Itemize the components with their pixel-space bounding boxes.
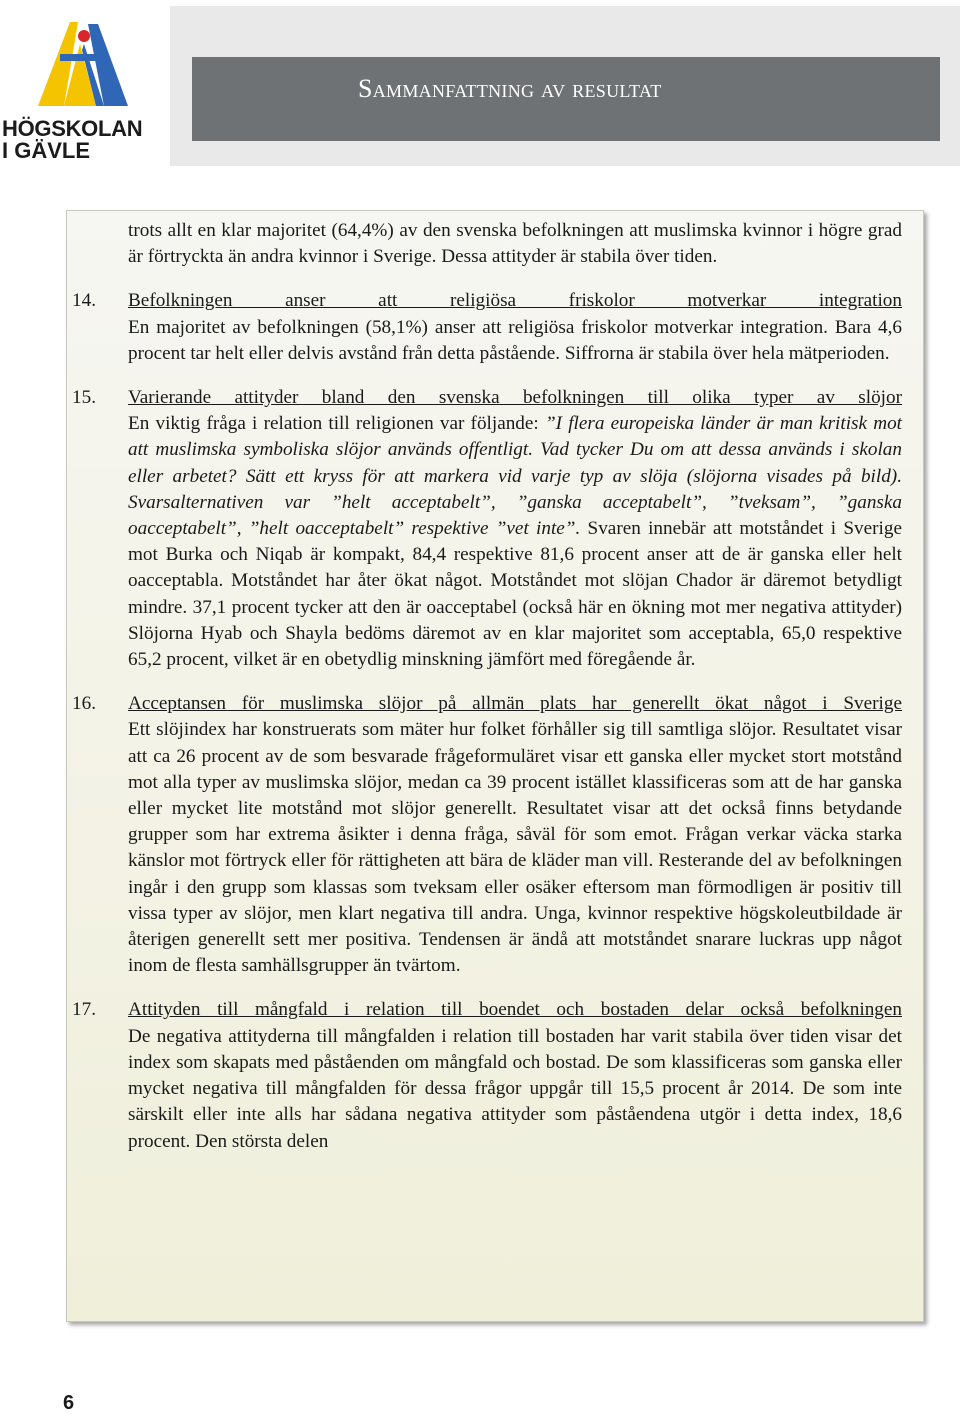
section-15 xyxy=(72,385,902,673)
university-logo xyxy=(0,14,160,164)
section-heading: Acceptansen för muslimska slöjor på allmän plats har generellt ökat något i Sverige xyxy=(128,693,902,715)
logo-emblem-icon xyxy=(0,14,160,114)
section-heading: Varierande attityder bland den svenska befolkningen till olika typer av slöjor xyxy=(128,387,902,409)
section-number: 16. xyxy=(72,693,96,715)
section-body-rest: Svaren innebär att motståndet i Sverige mot Burka och Niqab är kompakt, 84,4 respektive 81,6 procent anser att de är ganska eller helt oacceptabla. Motståndet har åter ökat något. Motståndet mot slöjan Chador är däremot betydligt mindre. 37,1 procent tycker att den är oacceptabel (också här en ökning mot mer negativa attityder) Slöjorna Hyab och Shayla bedöms däremot av en klar majoritet som acceptabla, 65,0 respektive 65,2 procent, vilket är en obetydlig minskning jämfört med föregående år. xyxy=(128,518,902,671)
section-16 xyxy=(72,691,902,979)
section-heading: Befolkningen anser att religiösa friskolor motverkar integration xyxy=(128,290,902,312)
section-body: De negativa attityderna till mångfalden i relation till bostaden har varit stabila över tiden visar det index som skapats med påståenden om mångfald och bostad. De som klassificeras som ganska eller mycket negativa till mångfalden för dessa frågor uppgår till 15,5 procent år 2014. De som inte särskilt eller inte alls har sådana negativa attityder som påståendena utgör i detta index, 18,6 procent. Den största delen xyxy=(128,1025,902,1152)
section-heading: Attityden till mångfald i relation till boendet och bostaden delar också befolkningen xyxy=(128,999,902,1021)
section-number: 15. xyxy=(72,387,96,409)
section-body xyxy=(128,411,902,673)
section-17 xyxy=(72,997,902,1154)
logo-name-line1: HÖGSKOLAN xyxy=(2,116,143,141)
section-body: En majoritet av befolkningen (58,1%) anser att religiösa friskolor motverkar integration. Bara 4,6 procent tar helt eller delvis avstånd från detta påstående. Siffrorna är stabila över hela mätperioden. xyxy=(128,316,902,364)
section-body: Ett slöjindex har konstruerats som mäter hur folket förhåller sig till samtliga slöjor. Resultatet visar att ca 26 procent av de som besvarade frågeformuläret visar ett ganska eller mycket stort motstånd mot alla typer av muslimska slöjor, medan ca 39 procent istället klassificeras som att de har ganska eller mycket lite motstånd mot slöjor generellt. Resultatet visar att det också finns betydande grupper som har extrema åsikter i denna fråga, såväl för som emot. Frågan verkar väcka starka känslor mot förtryck eller för rättigheten att bära de kläder man vill. Resterande del av befolkningen ingår i den grupp som klassas som tveksam eller osäker eftersom man förmodligen är positiv till vissa typer av slöjor, men klart negativa till andra. Unga, kvinnor respektive högskoleutbildade är återigen generellt sett mer positiva. Tendensen är ändå att motståndet snarare luckras upp något inom de flesta samhällsgrupper än tvärtom. xyxy=(128,719,902,977)
section-number: 14. xyxy=(72,290,96,312)
logo-name-line2: I GÄVLE xyxy=(2,138,91,163)
section-14 xyxy=(72,288,902,367)
survey-question-quote: ”I flera europeiska länder är man kritisk mot att muslimska symboliska slöjor används offentligt. Vad tycker Du om att dessa används i skolan eller arbetet? Sätt ett kryss för att markera vid varje typ av slöja (slöjorna visades på bild). Svarsalternativen var ”helt acceptabelt”, ”ganska acceptabelt”, ”tveksam”, ”ganska oacceptabelt”, ”helt oacceptabelt” respektive ”vet inte”. xyxy=(128,413,902,540)
section-number: 17. xyxy=(72,999,96,1021)
section-body-intro: En viktig fråga i relation till religionen var följande: xyxy=(128,413,545,435)
document-body xyxy=(72,218,902,1155)
intro-paragraph: trots allt en klar majoritet (64,4%) av den svenska befolkningen att muslimska kvinnor i högre grad är förtryckta än andra kvinnor i Sverige. Dessa attityder är stabila över tiden. xyxy=(128,220,902,268)
page-title: Sammanfattning av resultat xyxy=(358,74,662,103)
page-number: 6 xyxy=(63,1392,75,1414)
